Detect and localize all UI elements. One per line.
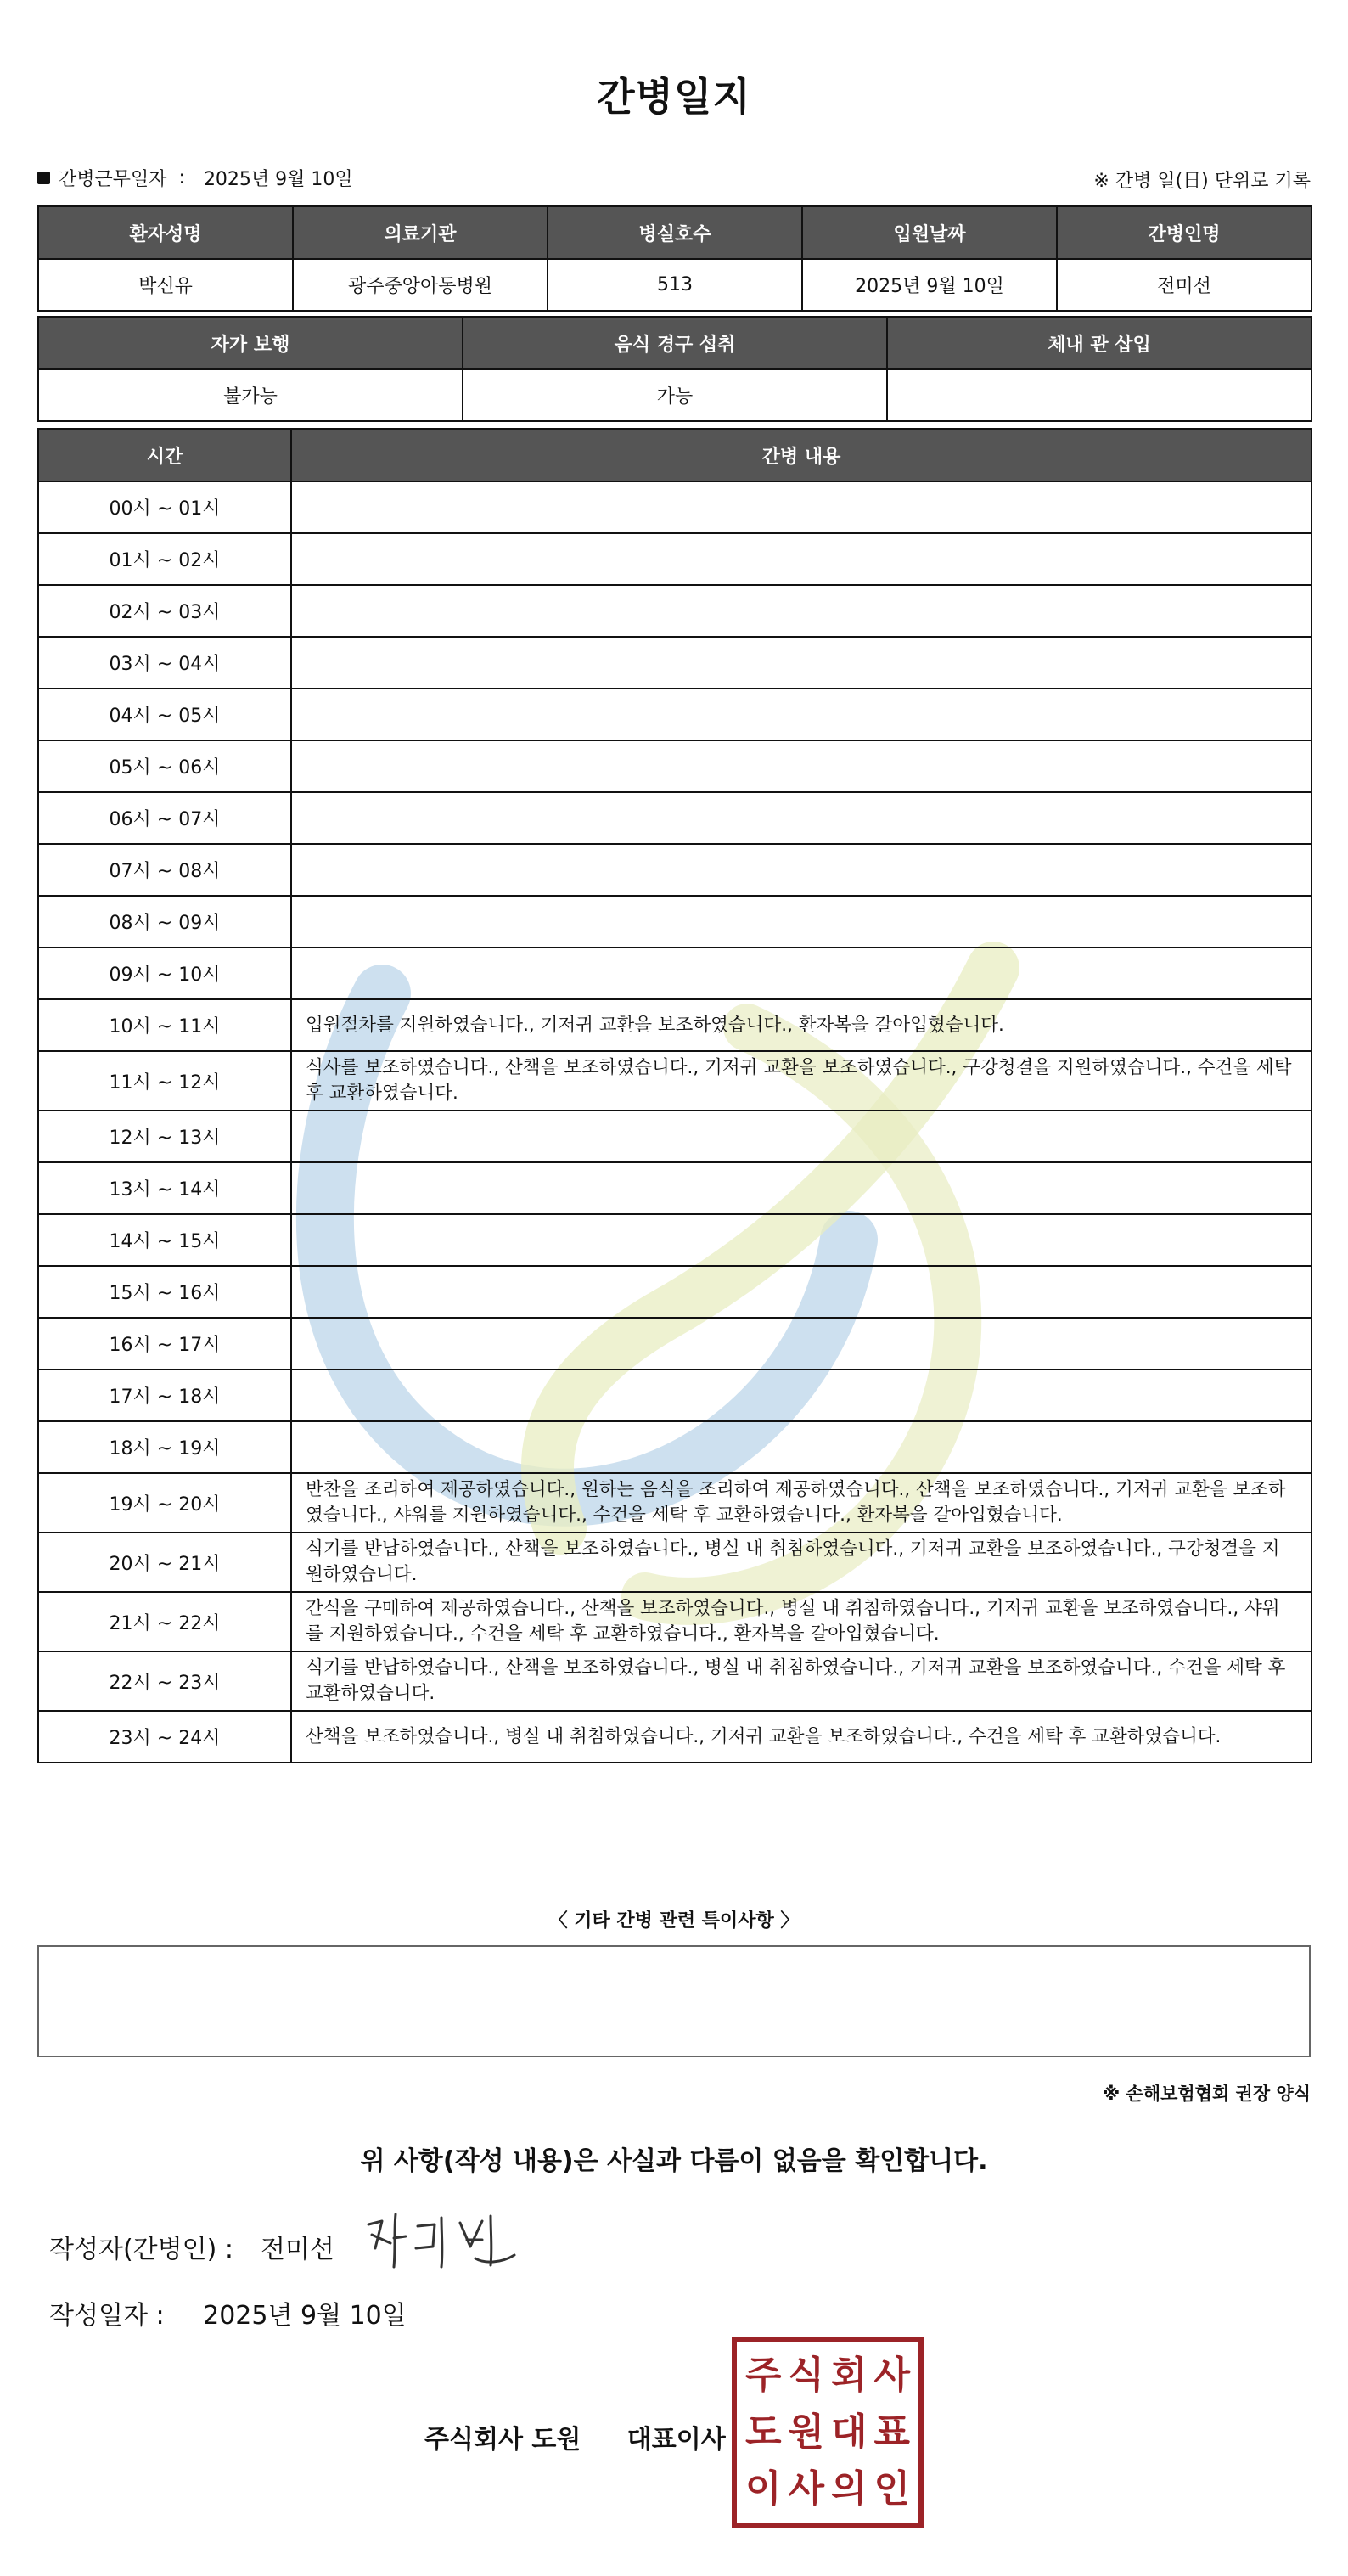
- time-slot-cell: 04시 ~ 05시: [38, 689, 291, 740]
- time-slot-cell: 02시 ~ 03시: [38, 585, 291, 637]
- hourly-care-log-table: [37, 428, 1312, 1763]
- care-note-cell: [291, 1162, 1311, 1214]
- care-note-cell: 식기를 반납하였습니다., 산책을 보조하였습니다., 병실 내 취침하였습니다., 기저귀 교환을 보조하였습니다., 수건을 세탁 후 교환하였습니다.: [291, 1651, 1311, 1711]
- care-note-cell: 산책을 보조하였습니다., 병실 내 취침하였습니다., 기저귀 교환을 보조하였습니다., 수건을 세탁 후 교환하였습니다.: [291, 1711, 1311, 1763]
- care-note-cell: [291, 481, 1311, 533]
- time-slot-cell: 21시 ~ 22시: [38, 1592, 291, 1651]
- care-note-cell: [291, 637, 1311, 689]
- care-note-cell: 식기를 반납하였습니다., 산책을 보조하였습니다., 병실 내 취침하였습니다., 기저귀 교환을 보조하였습니다., 구강청결을 지원하였습니다.: [291, 1533, 1311, 1592]
- colon-separator: :: [178, 167, 185, 188]
- time-slot-cell: 01시 ~ 02시: [38, 533, 291, 585]
- seal-character: 인: [873, 2467, 910, 2511]
- time-slot-cell: 06시 ~ 07시: [38, 792, 291, 844]
- header-institution: 의료기관: [293, 206, 548, 259]
- table-row: [38, 689, 1311, 740]
- time-slot-cell: 19시 ~ 20시: [38, 1473, 291, 1533]
- care-note-cell: [291, 1370, 1311, 1421]
- table-row: [38, 844, 1311, 896]
- seal-character: 사: [788, 2467, 824, 2511]
- care-note-cell: 입원절차를 지원하였습니다., 기저귀 교환을 보조하였습니다., 환자복을 갈아입혔습니다.: [291, 999, 1311, 1051]
- special-notes-box: [37, 1945, 1311, 2057]
- unit-note: ※ 간병 일(日) 단위로 기록: [1093, 171, 1311, 192]
- care-note-cell: [291, 740, 1311, 792]
- header-time: 시간: [38, 429, 291, 481]
- table-row: [38, 533, 1311, 585]
- company-seal-stamp: [732, 2337, 924, 2528]
- care-note-cell: [291, 1266, 1311, 1318]
- header-self-walking: 자가 보행: [38, 317, 463, 369]
- table-row: [38, 740, 1311, 792]
- caregiver-name-cell: 전미선: [1057, 259, 1311, 311]
- table-row: [38, 792, 1311, 844]
- seal-character: 원: [788, 2410, 824, 2454]
- time-slot-cell: 08시 ~ 09시: [38, 896, 291, 948]
- time-slot-cell: 09시 ~ 10시: [38, 948, 291, 999]
- care-note-cell: [291, 1318, 1311, 1370]
- table-row: [38, 637, 1311, 689]
- table-row: [38, 1266, 1311, 1318]
- care-note-cell: [291, 792, 1311, 844]
- header-caregiver-name: 간병인명: [1057, 206, 1311, 259]
- care-note-cell: [291, 533, 1311, 585]
- bullet-square-icon: [37, 172, 50, 184]
- table-row: [38, 1592, 1311, 1651]
- written-date-label: 작성일자 :: [49, 2301, 165, 2331]
- time-slot-cell: 11시 ~ 12시: [38, 1051, 291, 1111]
- special-notes-title: 〈 기타 간병 관련 특이사항 〉: [548, 1910, 800, 1932]
- table-row: [38, 1111, 1311, 1162]
- time-slot-cell: 05시 ~ 06시: [38, 740, 291, 792]
- table-row: [38, 1533, 1311, 1592]
- self-walking-cell: 불가능: [38, 369, 463, 421]
- patient-info-table: [37, 205, 1312, 312]
- time-slot-cell: 03시 ~ 04시: [38, 637, 291, 689]
- time-slot-cell: 23시 ~ 24시: [38, 1711, 291, 1763]
- seal-character: 사: [873, 2353, 910, 2397]
- time-slot-cell: 15시 ~ 16시: [38, 1266, 291, 1318]
- company-signature-line: [424, 2418, 726, 2455]
- document-title: 간병일지: [597, 74, 751, 120]
- table-header-row: [38, 317, 1311, 369]
- writer-name: 전미선: [260, 2235, 334, 2264]
- seal-character: 이: [744, 2467, 782, 2511]
- seal-character: 회: [830, 2353, 868, 2397]
- handwritten-signature: [357, 2206, 526, 2274]
- header-care-content: 간병 내용: [291, 429, 1311, 481]
- writer-row: [49, 2228, 334, 2265]
- table-row: [38, 1651, 1311, 1711]
- work-date-label: 간병근무일자: [59, 169, 167, 190]
- association-note: ※ 손해보험협회 권장 양식: [1102, 2084, 1311, 2104]
- table-row: [38, 1421, 1311, 1473]
- care-note-cell: [291, 585, 1311, 637]
- company-name: 주식회사 도원: [424, 2425, 581, 2455]
- time-slot-cell: 10시 ~ 11시: [38, 999, 291, 1051]
- table-row: [38, 1473, 1311, 1533]
- table-row: [38, 1711, 1311, 1763]
- written-date-value: 2025년 9월 10일: [203, 2301, 407, 2331]
- time-slot-cell: 14시 ~ 15시: [38, 1214, 291, 1266]
- seal-character: 식: [788, 2353, 824, 2397]
- table-row: [38, 1162, 1311, 1214]
- seal-character: 도: [744, 2410, 782, 2454]
- written-date-row: [49, 2294, 407, 2331]
- admission-date-cell: 2025년 9월 10일: [802, 259, 1057, 311]
- table-row: [38, 585, 1311, 637]
- care-note-cell: [291, 1111, 1311, 1162]
- work-date-row: [37, 165, 353, 191]
- time-slot-cell: 00시 ~ 01시: [38, 481, 291, 533]
- patient-status-table: [37, 316, 1312, 422]
- table-row: [38, 999, 1311, 1051]
- care-note-cell: 간식을 구매하여 제공하였습니다., 산책을 보조하였습니다., 병실 내 취침하였습니다., 기저귀 교환을 보조하였습니다., 샤워를 지원하였습니다., 수건을 세탁 후 교환하였습니다., 환자복을 갈아입혔습니다.: [291, 1592, 1311, 1651]
- care-note-cell: [291, 896, 1311, 948]
- patient-name-cell: 박신유: [38, 259, 293, 311]
- header-patient-name: 환자성명: [38, 206, 293, 259]
- table-row: [38, 1214, 1311, 1266]
- seal-character: 의: [830, 2467, 868, 2511]
- time-slot-cell: 12시 ~ 13시: [38, 1111, 291, 1162]
- care-note-cell: 반찬을 조리하여 제공하였습니다., 원하는 음식을 조리하여 제공하였습니다., 산책을 보조하였습니다., 기저귀 교환을 보조하였습니다., 샤워를 지원하였습니다., 수건을 세탁 후 교환하였습니다., 환자복을 갈아입혔습니다.: [291, 1473, 1311, 1533]
- table-row: [38, 1051, 1311, 1111]
- time-slot-cell: 20시 ~ 21시: [38, 1533, 291, 1592]
- work-date-value: 2025년 9월 10일: [203, 169, 353, 190]
- time-slot-cell: 13시 ~ 14시: [38, 1162, 291, 1214]
- log-table-body: [38, 481, 1311, 1763]
- care-note-cell: [291, 844, 1311, 896]
- seal-character-grid: [742, 2347, 913, 2518]
- care-note-cell: [291, 689, 1311, 740]
- seal-character: 대: [830, 2410, 868, 2454]
- care-note-cell: [291, 948, 1311, 999]
- writer-label: 작성자(간병인) :: [49, 2235, 233, 2264]
- room-number-cell: 513: [548, 259, 802, 311]
- seal-character: 표: [873, 2410, 910, 2454]
- company-ceo-title: 대표이사: [626, 2425, 726, 2455]
- table-row: [38, 369, 1311, 421]
- time-slot-cell: 17시 ~ 18시: [38, 1370, 291, 1421]
- table-row: [38, 481, 1311, 533]
- oral-intake-cell: 가능: [463, 369, 887, 421]
- table-row: [38, 1318, 1311, 1370]
- seal-character: 주: [744, 2353, 782, 2397]
- time-slot-cell: 18시 ~ 19시: [38, 1421, 291, 1473]
- table-row: [38, 896, 1311, 948]
- institution-cell: 광주중앙아동병원: [293, 259, 548, 311]
- table-header-row: [38, 429, 1311, 481]
- care-note-cell: [291, 1421, 1311, 1473]
- confirmation-statement: 위 사항(작성 내용)은 사실과 다름이 없음을 확인합니다.: [360, 2146, 988, 2176]
- header-admission-date: 입원날짜: [802, 206, 1057, 259]
- tube-insertion-cell: [887, 369, 1311, 421]
- table-header-row: [38, 206, 1311, 259]
- time-slot-cell: 07시 ~ 08시: [38, 844, 291, 896]
- header-oral-intake: 음식 경구 섭취: [463, 317, 887, 369]
- time-slot-cell: 16시 ~ 17시: [38, 1318, 291, 1370]
- header-tube-insertion: 체내 관 삽입: [887, 317, 1311, 369]
- table-row: [38, 948, 1311, 999]
- table-row: [38, 259, 1311, 311]
- care-note-cell: 식사를 보조하였습니다., 산책을 보조하였습니다., 기저귀 교환을 보조하였습니다., 구강청결을 지원하였습니다., 수건을 세탁 후 교환하였습니다.: [291, 1051, 1311, 1111]
- care-note-cell: [291, 1214, 1311, 1266]
- table-row: [38, 1370, 1311, 1421]
- time-slot-cell: 22시 ~ 23시: [38, 1651, 291, 1711]
- header-room-number: 병실호수: [548, 206, 802, 259]
